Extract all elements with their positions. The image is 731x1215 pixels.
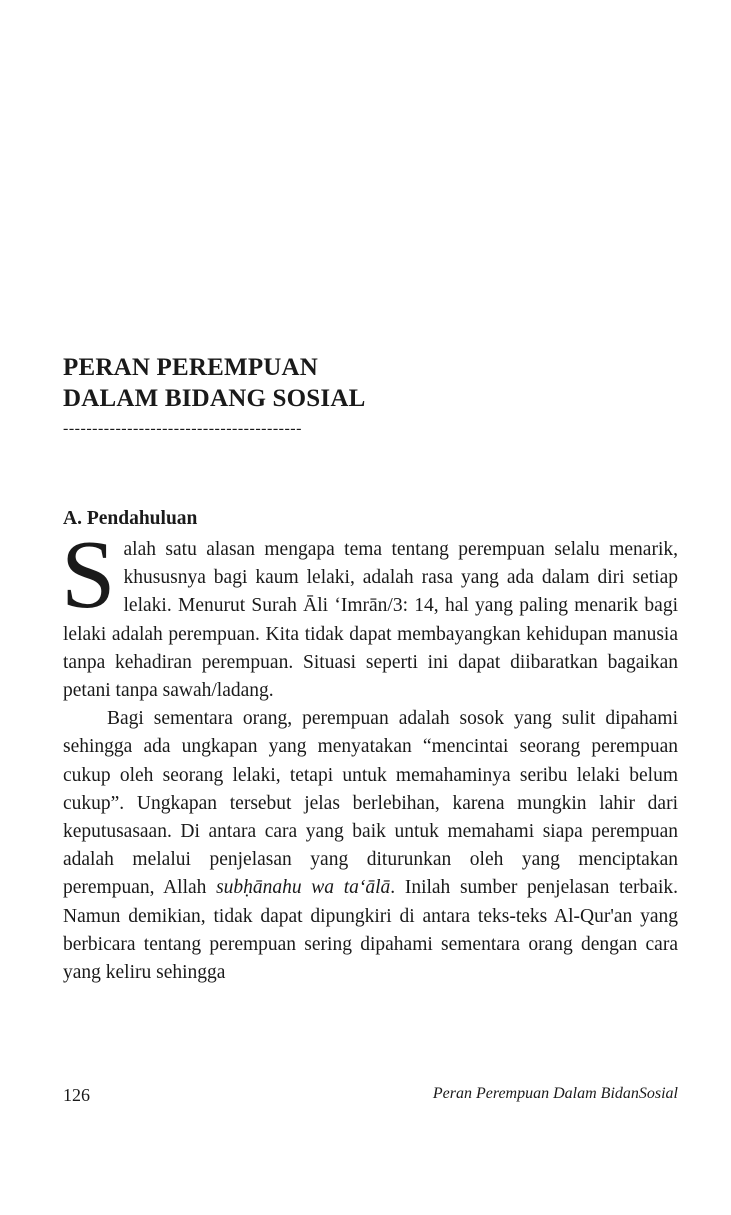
chapter-title [63, 352, 365, 414]
page-number: 126 [63, 1085, 90, 1105]
paragraph-1-text: alah satu alasan mengapa tema tentang perempuan selalu menarik, khususnya bagi kaum lelaki, adalah rasa yang ada dalam diri setiap lelaki. Menurut Surah Āli ‘Imrān/3: 14, hal yang paling menarik bagi lelaki adalah perempuan. Kita tidak dapat membayangkan kehidupan manusia tanpa kehadiran perempuan. Situasi seperti ini dapat diibaratkan bagaikan petani tanpa sawah/ladang. [63, 539, 678, 702]
body-text [61, 521, 678, 987]
chapter-title-line-1: PERAN PEREMPUAN [63, 354, 319, 381]
paragraph-2-italic-phrase: subḥānahu wa ta‘ālā [216, 877, 391, 899]
paragraph-2-text-before: Bagi sementara orang, perempuan adalah sosok yang sulit dipahami sehingga ada ungkapan yang menyatakan “mencintai seorang perempuan cukup oleh seorang lelaki, tetapi untuk memahaminya seribu lelaki belum cukup”. Ungkapan tersebut jelas berlebihan, karena mungkin lahir dari keputusasaan. Di antara cara yang baik untuk memahami siapa perempuan adalah melalui penjelasan yang diturunkan oleh yang menciptakan perempuan, Allah [63, 708, 678, 899]
section-heading: A. Pendahuluan [63, 508, 198, 529]
title-dashed-rule: ----------------------------------------- [63, 420, 302, 437]
chapter-title-line-2: DALAM BIDANG SOSIAL [63, 385, 366, 412]
running-title: Peran Perempuan Dalam BidanSosial [432, 1085, 678, 1102]
drop-cap: S [61, 521, 116, 629]
paragraph-2 [63, 705, 678, 987]
paragraph-2-text-after: . Inilah sumber penjelasan terbaik. Namun demikian, tidak dapat dipungkiri di antara teks-teks Al-Qur'an yang berbicara tentang perempuan sering dipahami sementara orang dengan cara yang keliru sehingga [63, 877, 678, 984]
paragraph-1 [61, 521, 678, 705]
